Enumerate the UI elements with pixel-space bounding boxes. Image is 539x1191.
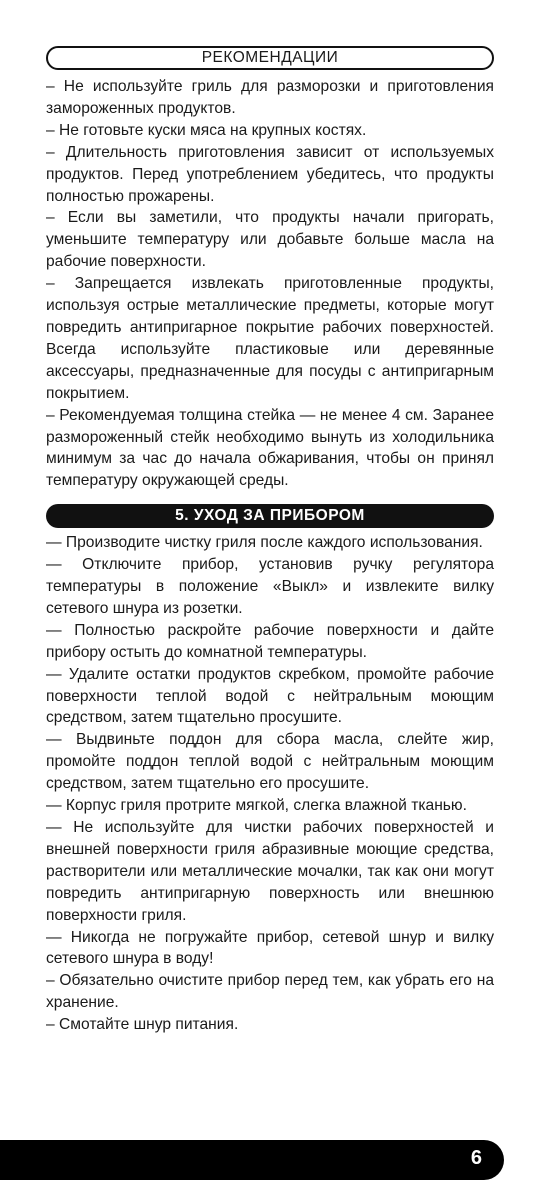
page-footer <box>0 1140 504 1180</box>
section-header-care <box>46 504 494 528</box>
section-header-recommendations <box>46 46 494 70</box>
care-list <box>46 532 494 1036</box>
paragraph: – Если вы заметили, что продукты начали пригорать, уменьшите температуру или добавьте больше масла на рабочие поверхности. <box>46 209 494 271</box>
paragraph: — Выдвиньте поддон для сбора масла, слейте жир, промойте поддон теплой водой с нейтральным моющим средством, затем тщательно его просушите. <box>46 731 494 793</box>
paragraph: – Обязательно очистите прибор перед тем, как убрать его на хранение. <box>46 972 494 1012</box>
paragraph: — Полностью раскройте рабочие поверхности и дайте прибору остыть до комнатной температуры. <box>46 621 494 661</box>
paragraph: – Не используйте гриль для разморозки и приготовления замороженных продуктов. <box>46 78 494 117</box>
paragraph: — Не используйте для чистки рабочих поверхностей и внешней поверхности гриля абразивные моющие средства, растворители или металлические мочалки, так как они могут повредить антипригарную поверхность или внешнюю поверхности гриля. <box>46 819 494 924</box>
paragraph: – Длительность приготовления зависит от используемых продуктов. Перед употреблением убедитесь, что продукты полностью прожарены. <box>46 143 494 205</box>
paragraph: — Корпус гриля протрите мягкой, слегка влажной тканью. <box>46 797 467 815</box>
paragraph: – Не готовьте куски мяса на крупных костях. <box>46 121 367 139</box>
page-content <box>46 46 494 1036</box>
paragraph: — Отключите прибор, установив ручку регулятора температуры в положение «Выкл» и извлеките вилку сетевого шнура из розетки. <box>46 556 494 617</box>
paragraph: — Никогда не погружайте прибор, сетевой шнур и вилку сетевого шнура в воду! <box>46 928 494 968</box>
paragraph: – Рекомендуемая толщина стейка — не менее 4 см. Заранее размороженный стейк необходимо вынуть из холодильника минимум за час до начала обжаривания, чтобы он принял температуру окружающей среды. <box>46 406 494 490</box>
paragraph: — Удалите остатки продуктов скребком, промойте рабочие поверхности теплой водой с нейтральным моющим средством, затем тщательно просушите. <box>46 665 494 727</box>
paragraph: — Производите чистку гриля после каждого использования. <box>46 534 483 552</box>
paragraph: – Запрещается извлекать приготовленные продукты, используя острые металлические предметы, которые могут повредить антипригарное покрытие рабочих поверхностей. Всегда используйте пластиковые или деревянные аксессуары, предназначенные для посуды с антипригарным покрытием. <box>46 275 494 402</box>
section-title: 5. УХОД ЗА ПРИБОРОМ <box>175 507 365 525</box>
page-number: 6 <box>470 1147 482 1169</box>
paragraph: – Смотайте шнур питания. <box>46 1016 239 1034</box>
recommendations-list <box>46 76 494 492</box>
section-title: РЕКОМЕНДАЦИИ <box>201 49 339 66</box>
